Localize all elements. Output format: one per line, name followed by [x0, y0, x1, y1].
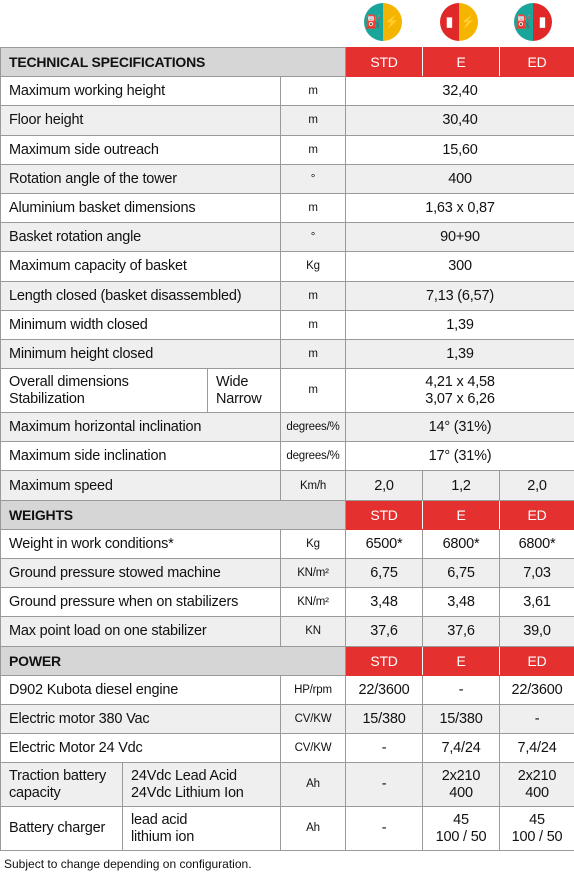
value-ed: 2,0	[500, 471, 574, 500]
spec-sublabel-line1: Wide	[216, 373, 249, 390]
spec-label: Rotation angle of the tower	[1, 164, 281, 193]
spec-label: Max point load on one stabilizer	[1, 617, 281, 646]
spec-label: Electric motor 380 Vac	[1, 704, 281, 733]
table-row	[1, 252, 574, 281]
value-ed-line1: 45	[529, 811, 545, 828]
table-row	[1, 135, 574, 164]
diesel-dc-icon: ⛽ ▮	[514, 3, 552, 41]
model-icons	[0, 0, 574, 47]
spec-value	[346, 369, 574, 413]
spec-label: Maximum side outreach	[1, 135, 281, 164]
table-row	[1, 193, 574, 222]
value-ed	[500, 763, 574, 807]
spec-table	[0, 47, 574, 851]
spec-label: Minimum width closed	[1, 310, 281, 339]
spec-label: Maximum side inclination	[1, 442, 281, 471]
value-std: 3,48	[346, 588, 423, 617]
table-row	[1, 369, 574, 413]
spec-label	[1, 369, 208, 413]
col-header-std: STD	[346, 48, 423, 77]
spec-unit: HP/rpm	[281, 675, 346, 704]
value-std: 2,0	[346, 471, 423, 500]
spec-value: 1,63 x 0,87	[346, 193, 574, 222]
spec-unit: CV/KW	[281, 734, 346, 763]
value-ed	[500, 807, 574, 851]
spec-unit: KN	[281, 617, 346, 646]
spec-label: Maximum working height	[1, 77, 281, 106]
value-e-line1: 2x210	[441, 767, 481, 784]
spec-label: Aluminium basket dimensions	[1, 193, 281, 222]
value-ed: 6800*	[500, 529, 574, 558]
spec-label: Minimum height closed	[1, 339, 281, 368]
table-row	[1, 500, 574, 529]
spec-value: 90+90	[346, 223, 574, 252]
col-header-std: STD	[346, 646, 423, 675]
spec-unit: KN/m²	[281, 559, 346, 588]
spec-label: Floor height	[1, 106, 281, 135]
spec-label: Ground pressure when on stabilizers	[1, 588, 281, 617]
spec-unit: m	[281, 106, 346, 135]
spec-unit: Kg	[281, 252, 346, 281]
spec-value-line2: 3,07 x 6,26	[425, 390, 495, 407]
spec-sublabel-line1: lead acid	[131, 811, 188, 828]
spec-label-line1: Overall dimensions	[9, 373, 129, 390]
value-e	[423, 807, 500, 851]
table-row	[1, 48, 574, 77]
table-row	[1, 529, 574, 558]
value-ed-line2: 400	[525, 784, 549, 801]
value-std: 37,6	[346, 617, 423, 646]
spec-label: Weight in work conditions*	[1, 529, 281, 558]
value-e: 37,6	[423, 617, 500, 646]
spec-unit: m	[281, 281, 346, 310]
spec-unit: Ah	[281, 763, 346, 807]
table-row	[1, 413, 574, 442]
col-header-e: E	[423, 646, 500, 675]
dc-electric-icon: ▮ ⚡	[440, 3, 478, 41]
spec-unit: degrees/%	[281, 442, 346, 471]
spec-value: 32,40	[346, 77, 574, 106]
value-ed: 7,03	[500, 559, 574, 588]
value-e: 1,2	[423, 471, 500, 500]
spec-sublabel	[208, 369, 281, 413]
spec-unit: m	[281, 77, 346, 106]
spec-sublabel-line2: Narrow	[216, 390, 262, 407]
spec-value: 1,39	[346, 339, 574, 368]
table-row	[1, 310, 574, 339]
value-std: -	[346, 734, 423, 763]
table-row	[1, 281, 574, 310]
value-e	[423, 763, 500, 807]
spec-label: Maximum horizontal inclination	[1, 413, 281, 442]
col-header-ed: ED	[500, 500, 574, 529]
spec-unit: m	[281, 310, 346, 339]
value-e: 15/380	[423, 704, 500, 733]
value-ed: 39,0	[500, 617, 574, 646]
table-row	[1, 588, 574, 617]
value-std: -	[346, 807, 423, 851]
spec-sublabel-line2: 24Vdc Lithium Ion	[131, 784, 244, 801]
value-e: 6,75	[423, 559, 500, 588]
spec-label-line2: capacity	[9, 784, 61, 801]
value-ed: -	[500, 704, 574, 733]
spec-value: 17° (31%)	[346, 442, 574, 471]
spec-unit: Ah	[281, 807, 346, 851]
table-row	[1, 77, 574, 106]
value-e: 3,48	[423, 588, 500, 617]
spec-label: Electric Motor 24 Vdc	[1, 734, 281, 763]
spec-unit: degrees/%	[281, 413, 346, 442]
spec-unit: CV/KW	[281, 704, 346, 733]
table-row	[1, 471, 574, 500]
table-row	[1, 223, 574, 252]
table-row	[1, 675, 574, 704]
spec-label: Ground pressure stowed machine	[1, 559, 281, 588]
value-e: -	[423, 675, 500, 704]
spec-label: Length closed (basket disassembled)	[1, 281, 281, 310]
spec-unit: m	[281, 135, 346, 164]
value-e-line1: 45	[453, 811, 469, 828]
spec-unit: Kg	[281, 529, 346, 558]
spec-value: 7,13 (6,57)	[346, 281, 574, 310]
spec-unit: °	[281, 223, 346, 252]
value-ed-line1: 2x210	[517, 767, 557, 784]
col-header-ed: ED	[500, 48, 574, 77]
spec-unit: °	[281, 164, 346, 193]
spec-value-line1: 4,21 x 4,58	[425, 373, 495, 390]
spec-value: 14° (31%)	[346, 413, 574, 442]
value-ed: 7,4/24	[500, 734, 574, 763]
footnote: Subject to change depending on configuration.	[4, 857, 252, 872]
section-title: POWER	[1, 646, 346, 675]
value-std: 22/3600	[346, 675, 423, 704]
spec-label: D902 Kubota diesel engine	[1, 675, 281, 704]
table-row	[1, 164, 574, 193]
spec-unit: m	[281, 369, 346, 413]
spec-label: Basket rotation angle	[1, 223, 281, 252]
value-std: 6,75	[346, 559, 423, 588]
spec-label: Maximum capacity of basket	[1, 252, 281, 281]
table-row	[1, 339, 574, 368]
col-header-e: E	[423, 500, 500, 529]
section-title: TECHNICAL SPECIFICATIONS	[1, 48, 346, 77]
table-row	[1, 734, 574, 763]
value-std: 15/380	[346, 704, 423, 733]
value-std: 6500*	[346, 529, 423, 558]
table-row	[1, 617, 574, 646]
table-row	[1, 442, 574, 471]
spec-unit: m	[281, 193, 346, 222]
spec-value: 30,40	[346, 106, 574, 135]
spec-sublabel-line1: 24Vdc Lead Acid	[131, 767, 237, 784]
spec-value: 1,39	[346, 310, 574, 339]
table-row	[1, 704, 574, 733]
col-header-ed: ED	[500, 646, 574, 675]
value-e: 7,4/24	[423, 734, 500, 763]
spec-sublabel	[123, 763, 281, 807]
table-row	[1, 807, 574, 851]
value-ed: 3,61	[500, 588, 574, 617]
col-header-std: STD	[346, 500, 423, 529]
diesel-electric-icon: ⛽ ⚡	[364, 3, 402, 41]
table-row	[1, 106, 574, 135]
spec-label	[1, 763, 123, 807]
spec-value: 15,60	[346, 135, 574, 164]
table-row	[1, 763, 574, 807]
spec-unit: m	[281, 339, 346, 368]
spec-label: Maximum speed	[1, 471, 281, 500]
spec-unit: KN/m²	[281, 588, 346, 617]
spec-sublabel	[123, 807, 281, 851]
spec-value: 300	[346, 252, 574, 281]
value-ed-line2: 100 / 50	[511, 828, 563, 845]
spec-sublabel-line2: lithium ion	[131, 828, 195, 845]
col-header-e: E	[423, 48, 500, 77]
table-row	[1, 559, 574, 588]
section-title: WEIGHTS	[1, 500, 346, 529]
value-std: -	[346, 763, 423, 807]
table-row	[1, 646, 574, 675]
value-e: 6800*	[423, 529, 500, 558]
spec-value: 400	[346, 164, 574, 193]
value-ed: 22/3600	[500, 675, 574, 704]
spec-unit: Km/h	[281, 471, 346, 500]
spec-label-line1: Traction battery	[9, 767, 106, 784]
spec-label-line2: Stabilization	[9, 390, 85, 407]
value-e-line2: 400	[449, 784, 473, 801]
spec-label: Battery charger	[1, 807, 123, 851]
value-e-line2: 100 / 50	[435, 828, 487, 845]
